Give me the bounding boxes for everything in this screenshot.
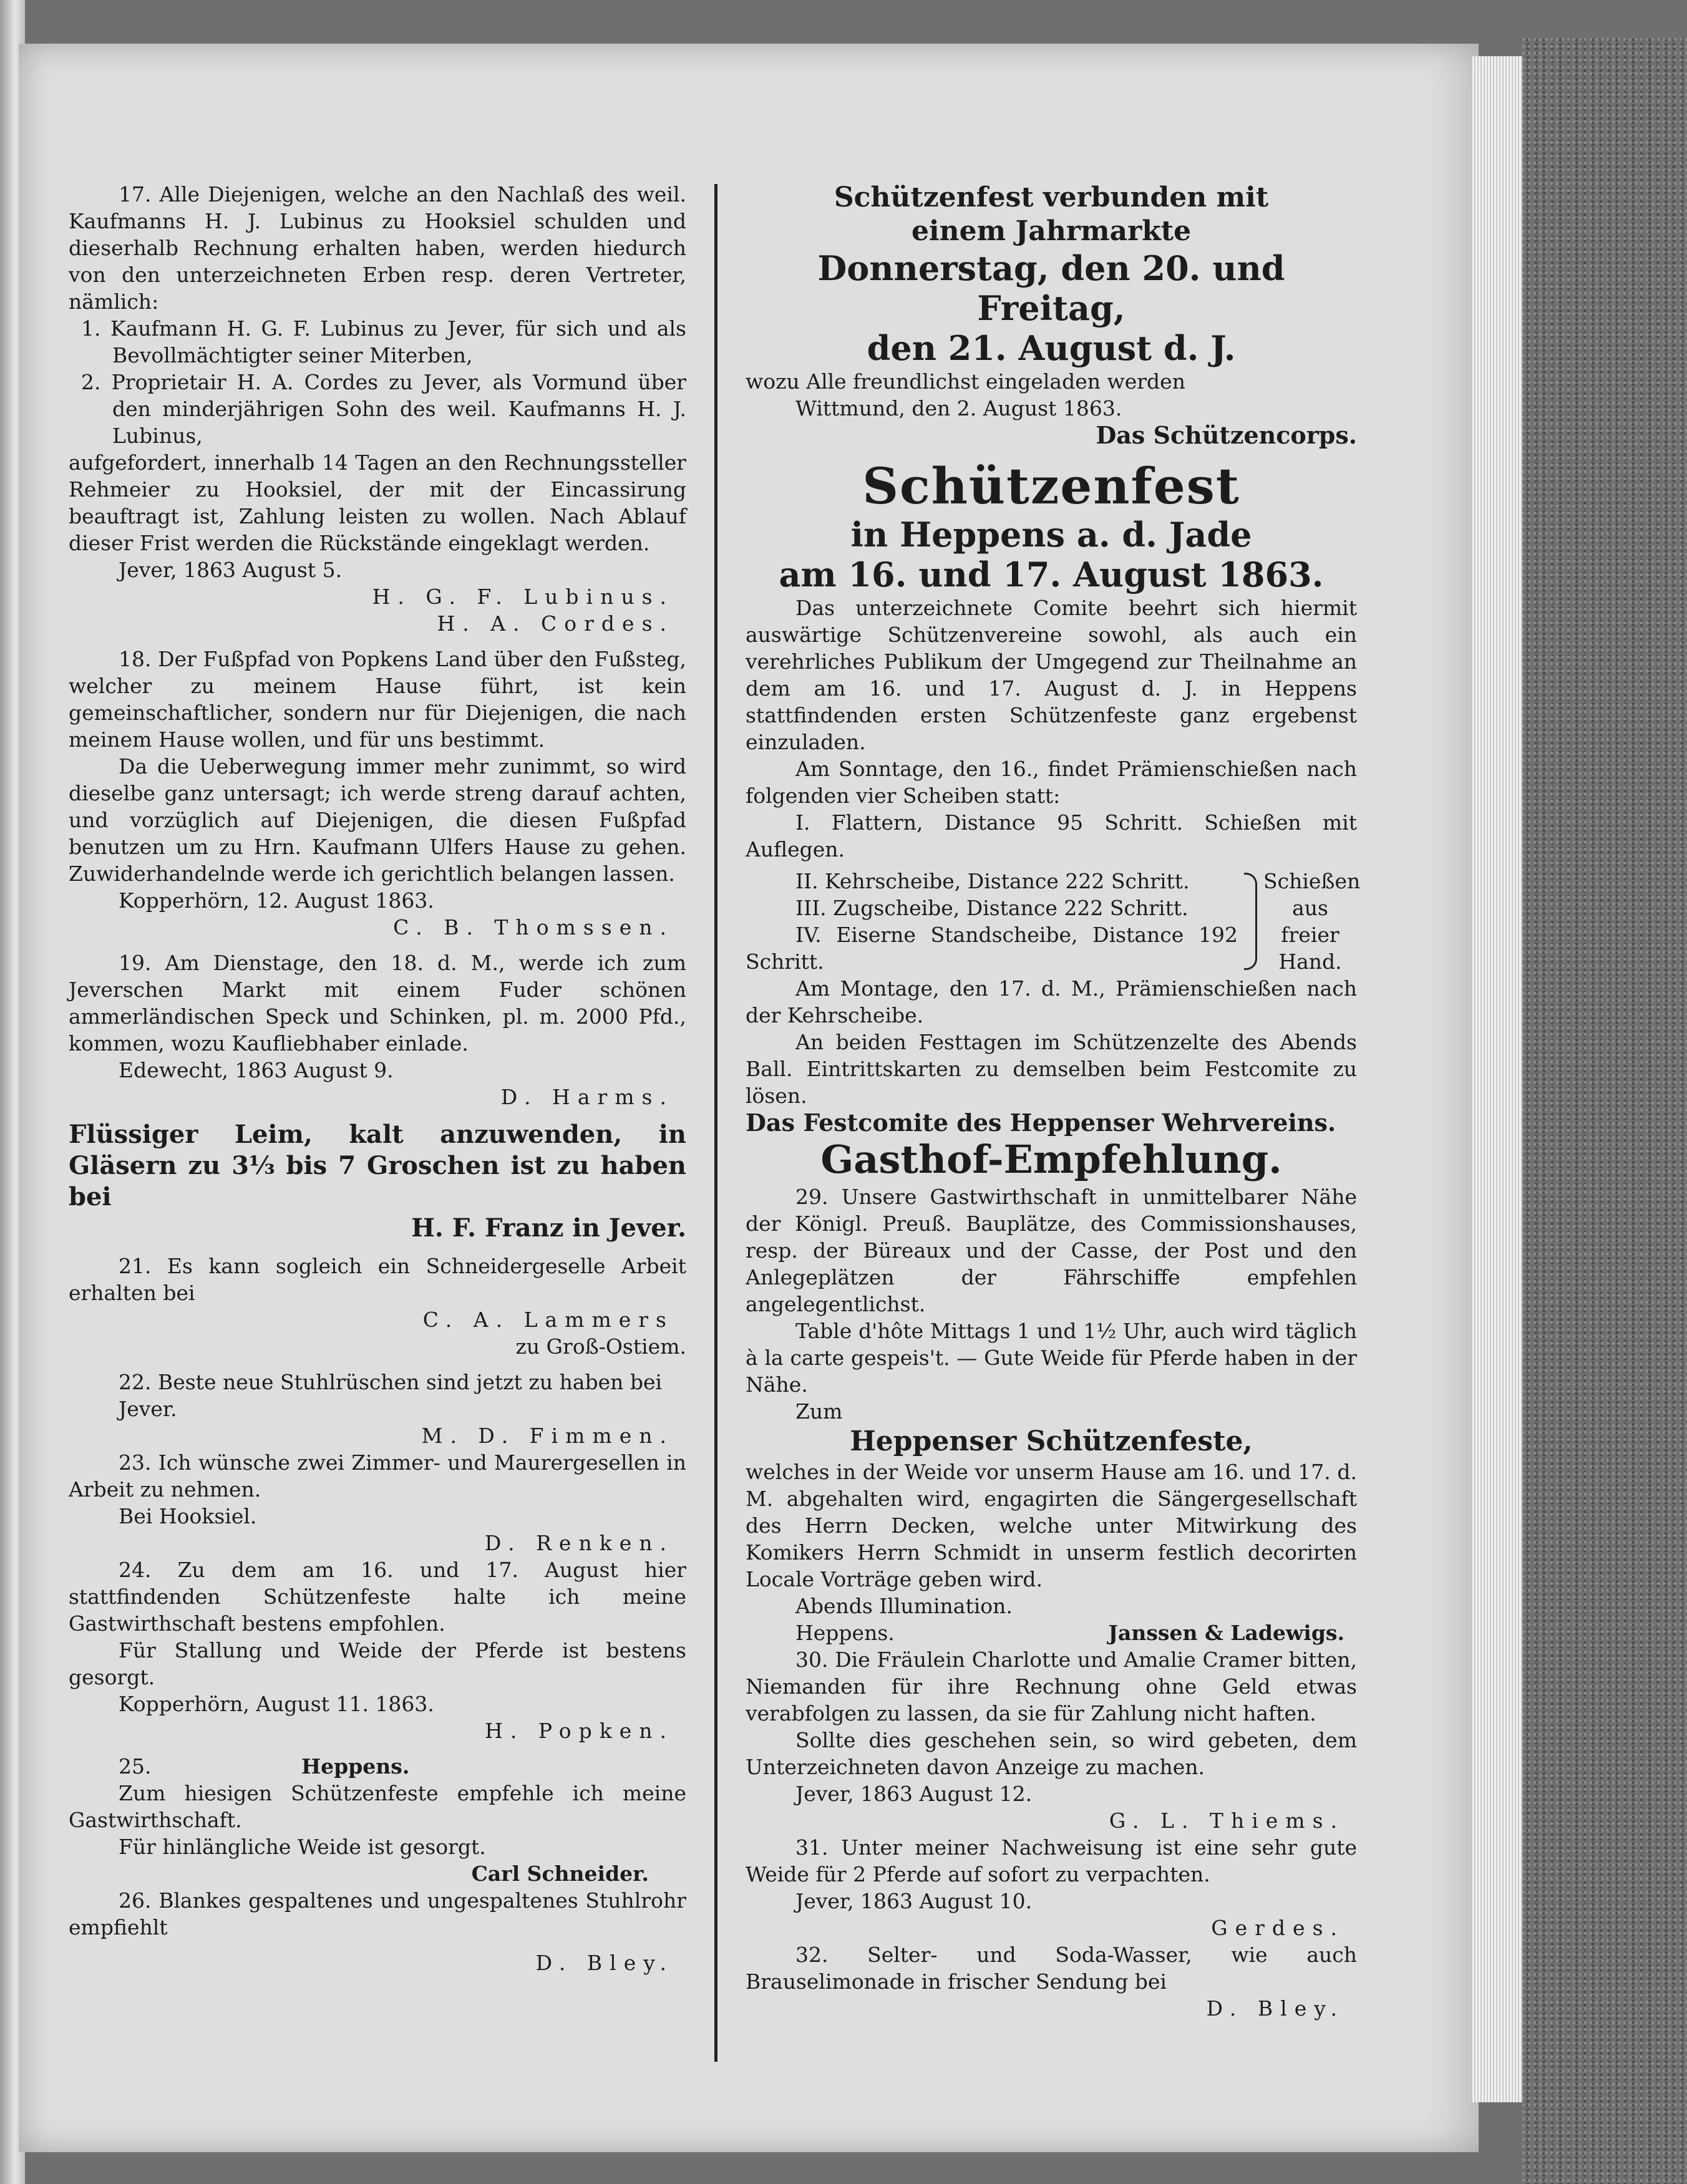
advert-headline: am 16. und 17. August 1863. <box>779 555 1324 595</box>
notice-date: Jever, 1863 August 12. <box>795 1782 1033 1806</box>
notice-30 <box>746 1646 1357 1834</box>
brace-icon <box>1244 873 1257 970</box>
advert-gasthof <box>746 1136 1357 1646</box>
notice-32 <box>746 1941 1357 2022</box>
advert-text: welches in der Weide vor unserm Hause am 16. und 17. d. M. abgehalten wird, engagirten die Sängergesellschaft des Herrn Decken, welche unter Mitwirkung des Komikers Herrn Schmidt in unserm festlich decorirten Locale Vorträge geben wird. <box>746 1460 1357 1591</box>
notice-date: Jever, 1863 August 5. <box>119 558 343 582</box>
advert-signature: Das Schützencorps. <box>1096 421 1357 449</box>
notice-text: 24. Zu dem am 16. und 17. August hier stattfindenden Schützenfeste halte ich meine Gastwirthschaft bestens empfohlen. <box>69 1558 686 1636</box>
target-item: I. Flattern, Distance 95 Schritt. Schießen mit Auflegen. <box>746 810 1357 861</box>
advert-title: Gasthof-Empfehlung. <box>820 1137 1282 1182</box>
notice-signature: C. B. Thomssen. <box>393 915 674 939</box>
target-item: IV. Eiserne Standscheibe, Distance 192 Schritt. <box>746 923 1238 974</box>
advert-signature: Das Festcomite des Heppenser Wehrvereins. <box>746 1109 1336 1137</box>
notice-21 <box>69 1253 686 1360</box>
notice-signature: M. D. Fimmen. <box>421 1424 674 1448</box>
notice-signature: D. Renken. <box>484 1531 674 1555</box>
notice-signature: H. F. Franz in Jever. <box>411 1213 686 1243</box>
notice-signature: D. Bley. <box>1206 1996 1344 2021</box>
advert-text: Zum <box>795 1399 843 1424</box>
notice-date: Edewecht, 1863 August 9. <box>119 1058 394 1082</box>
advert-headline: Donnerstag, den 20. und Freitag, <box>817 248 1285 328</box>
advert-text: Table d'hôte Mittags 1 und 1½ Uhr, auch wird täglich à la carte gespeis't. — Gute Weide für Pferde haben in der Nähe. <box>746 1319 1357 1397</box>
book-cover <box>1522 37 1687 2184</box>
notice-list-item: 2. Proprietair H. A. Cordes zu Jever, als Vormund über den minderjährigen Sohn des weil. Kaufmanns H. J. Lubinus, <box>81 370 686 448</box>
target-note: Schießen aus freier Hand. <box>1263 869 1361 974</box>
target-item: III. Zugscheibe, Distance 222 Schritt. <box>795 896 1189 920</box>
right-column <box>746 181 1361 2022</box>
notice-number-head <box>69 1753 686 1780</box>
advert-text: An beiden Festtagen im Schützenzelte des Abends Ball. Eintrittskarten zu demselben beim Festcomite zu lösen. <box>746 1030 1357 1108</box>
advert-title: Schützenfest <box>862 457 1240 515</box>
notice-text: 32. Selter- und Soda-Wasser, wie auch Brauselimonade in frischer Sendung bei <box>746 1943 1357 1994</box>
target-item: II. Kehrscheibe, Distance 222 Schritt. <box>795 869 1190 893</box>
advert-headline: den 21. August d. J. <box>867 328 1236 368</box>
notice-text: 19. Am Dienstage, den 18. d. M., werde ich zum Jeverschen Markt mit einem Fuder schönen ammerländischen Speck und Schinken, pl. m. 2000 Pfd., kommen, wozu Kaufliebhaber einlade. <box>69 951 686 1056</box>
notice-number: 25. <box>119 1754 152 1779</box>
notice-26 <box>69 1887 686 1976</box>
notice-31 <box>746 1834 1357 1941</box>
notice-text: 18. Der Fußpfad von Popkens Land über den Fußsteg, welcher zu meinem Hause führt, ist kein gemeinschaftlicher, sondern nur für Diejenigen, die nach meinem Hause wollen, und für uns bestimmt. <box>69 647 686 752</box>
column-divider <box>714 184 717 2062</box>
advert-headline: Schützenfest verbunden mit <box>834 182 1269 213</box>
notice-place: Bei Hooksiel. <box>119 1504 257 1528</box>
notice-signature: C. A. Lammers <box>422 1308 674 1332</box>
notice-text: 23. Ich wünsche zwei Zimmer- und Maurergesellen in Arbeit zu nehmen. <box>69 1450 686 1502</box>
notice-19 <box>69 949 686 1110</box>
notice-text: Für Stallung und Weide der Pferde ist bestens gesorgt. <box>69 1638 686 1689</box>
notice-signature: G. L. Thiems. <box>1109 1808 1344 1833</box>
notice-18 <box>69 646 686 941</box>
advert-text: Das unterzeichnete Comite beehrt sich hiermit auswärtige Schützenvereine sowohl, als auch ein verehrliches Publikum der Umgegend zur Theilnahme an dem am 16. und 17. August d. J. in Heppens stattfindenden ersten Schützenfeste ganz ergebenst einzuladen. <box>746 596 1357 754</box>
notice-date: Jever, 1863 August 10. <box>795 1889 1033 1913</box>
left-column <box>69 181 686 1976</box>
notice-date: Kopperhörn, 12. August 1863. <box>119 888 434 913</box>
advert-headline: in Heppens a. d. Jade <box>850 515 1252 555</box>
notice-signature: H. A. Cordes. <box>437 611 674 636</box>
notice-headline: Flüssiger Leim, kalt anzuwenden, in Gläsern zu 3⅓ bis 7 Groschen ist zu haben bei <box>69 1120 686 1211</box>
notice-24 <box>69 1556 686 1744</box>
notice-text: 30. Die Fräulein Charlotte und Amalie Cramer bitten, Niemanden für ihre Rechnung ohne Geld etwas verabfolgen zu lassen, da sie für Zahlung nicht haften. <box>746 1648 1357 1725</box>
notice-leim <box>69 1119 686 1244</box>
target-list <box>746 868 1361 975</box>
advert-text: Am Montage, den 17. d. M., Prämienschießen nach der Kehrscheibe. <box>746 976 1357 1027</box>
advert-place-signature <box>746 1619 1357 1646</box>
notice-signature: D. Harms. <box>500 1085 674 1109</box>
advert-headline: Heppenser Schützenfeste, <box>850 1425 1253 1457</box>
notice-text: Für hinlängliche Weide ist gesorgt. <box>119 1835 486 1859</box>
notice-text: Sollte dies geschehen sein, so wird gebeten, dem Unterzeichneten davon Anzeige zu machen. <box>746 1728 1357 1779</box>
notice-signature: H. G. F. Lubinus. <box>372 585 674 609</box>
notice-headline: Heppens. <box>301 1754 410 1779</box>
notice-text: 17. Alle Diejenigen, welche an den Nachlaß des weil. Kaufmanns H. J. Lubinus zu Hooksiel schulden und dieserhalb Rechnung erhalten haben, werden hiedurch von den unterzeichneten Erben resp. deren Vertreter, nämlich: <box>69 182 686 314</box>
notice-22 <box>69 1369 686 1449</box>
notice-text: 26. Blankes gespaltenes und ungespaltenes Stuhlrohr empfiehlt <box>69 1888 686 1939</box>
notice-date: Kopperhörn, August 11. 1863. <box>119 1692 434 1716</box>
advert-text: Abends Illumination. <box>795 1594 1013 1618</box>
page-stack-edges <box>1472 56 1529 2102</box>
target-items <box>746 868 1238 975</box>
notice-text: aufgefordert, innerhalb 14 Tagen an den Rechnungssteller Rehmeier zu Hooksiel, der mit der Eincassirung beauftragt ist, Zahlung leisten zu wollen. Nach Ablauf dieser Frist werden die Rückstände eingeklagt werden. <box>69 450 686 555</box>
notice-25 <box>69 1753 686 1887</box>
advert-heppens-fest <box>746 457 1361 1137</box>
notice-23 <box>69 1449 686 1556</box>
notice-signature-place: zu Groß-Ostiem. <box>515 1334 686 1359</box>
notice-list-item: 1. Kaufmann H. G. F. Lubinus zu Jever, für sich und als Bevollmächtigter seiner Miterben, <box>81 316 686 367</box>
advert-wittmund <box>746 181 1357 449</box>
notice-text: 22. Beste neue Stuhlrüschen sind jetzt zu haben bei <box>119 1370 663 1394</box>
notice-text: 31. Unter meiner Nachweisung ist eine sehr gute Weide für 2 Pferde auf sofort zu verpachten. <box>746 1835 1357 1886</box>
advert-text: Am Sonntage, den 16., findet Prämienschießen nach folgenden vier Scheiben statt: <box>746 757 1357 808</box>
notice-text: Zum hiesigen Schützenfeste empfehle ich meine Gastwirthschaft. <box>69 1781 686 1832</box>
notice-17 <box>69 181 686 637</box>
notice-place: Jever. <box>119 1397 177 1421</box>
advert-signature: Janssen & Ladewigs. <box>1108 1621 1344 1645</box>
notice-signature: Gerdes. <box>1211 1916 1344 1940</box>
advert-text: 29. Unsere Gastwirthschaft in unmittelbarer Nähe der Königl. Preuß. Bauplätze, des Commissionshauses, resp. der Büreaux und der Casse, der Post und den Anlegeplätzen der Fährschiffe empfehlen angelegentlichst. <box>746 1185 1357 1316</box>
notice-signature: H. Popken. <box>485 1719 674 1743</box>
notice-text: 21. Es kann sogleich ein Schneidergeselle Arbeit erhalten bei <box>69 1254 686 1305</box>
advert-headline: einem Jahrmarkte <box>911 215 1192 247</box>
advert-text: wozu Alle freundlichst eingeladen werden <box>746 369 1185 394</box>
notice-text: Da die Ueberwegung immer mehr zunimmt, so wird dieselbe ganz untersagt; ich werde streng darauf achten, und vorzüglich auf Diejenigen, die diesen Fußpfad benutzen um zu Hrn. Kaufmann Ulfers Hause zu gehen. Zuwiderhandelnde werde ich gerichtlich belangen lassen. <box>69 754 686 886</box>
advert-place: Heppens. <box>795 1621 895 1645</box>
notice-signature: D. Bley. <box>535 1951 674 1975</box>
advert-date: Wittmund, den 2. August 1863. <box>795 396 1122 420</box>
notice-signature: Carl Schneider. <box>471 1861 649 1886</box>
